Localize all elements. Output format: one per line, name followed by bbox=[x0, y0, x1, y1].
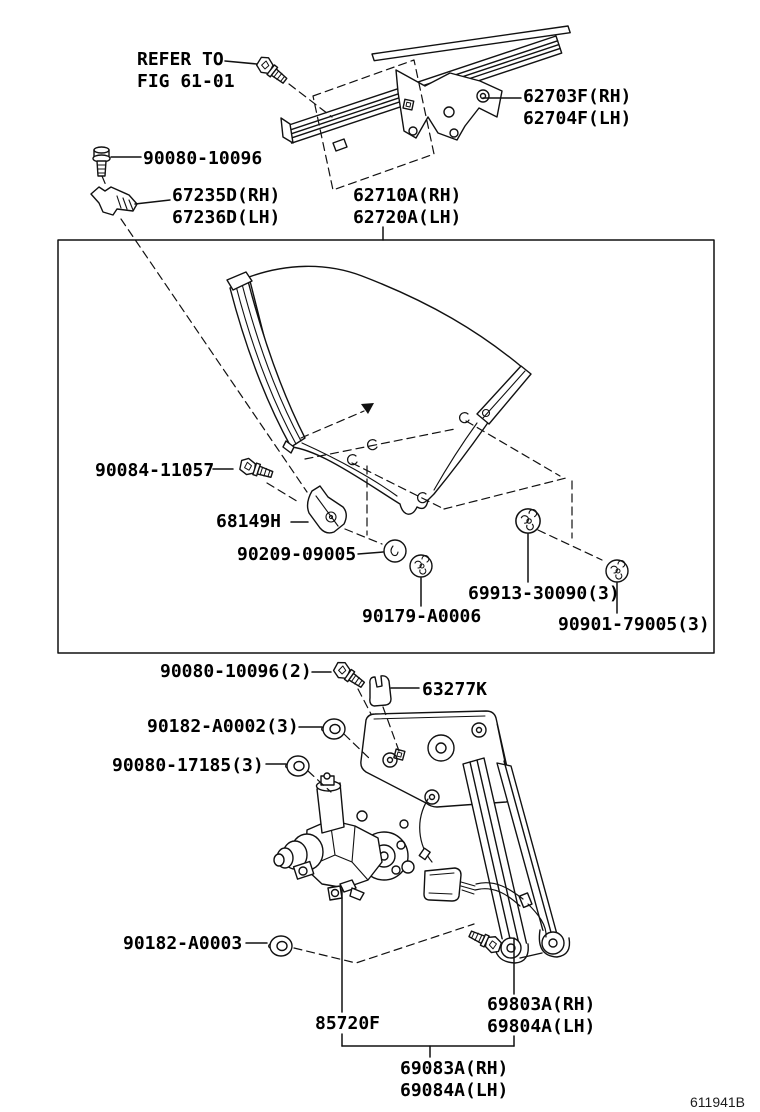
refer-bolt-icon bbox=[254, 54, 290, 87]
stopper-68149-icon bbox=[308, 486, 347, 533]
rail-bracket-62703-drawing bbox=[396, 70, 502, 140]
regulator-rail-drawing bbox=[463, 758, 570, 963]
part-label-90084-11057: 90084-11057 bbox=[95, 460, 215, 481]
grommet-90901-icon bbox=[606, 560, 628, 582]
grommet-90182-a0002-icon bbox=[322, 719, 346, 739]
grommet-90182-a0003-icon bbox=[269, 936, 293, 956]
bolt-90084-icon bbox=[238, 457, 274, 482]
washer-90209-icon bbox=[384, 540, 406, 562]
bolt-90080-10096-2-icon bbox=[331, 659, 367, 691]
part-label-62710a-rh: 62710A(RH) bbox=[353, 185, 462, 206]
note-refer-line2: FIG 61-01 bbox=[137, 71, 235, 92]
part-label-63277k: 63277K bbox=[422, 679, 488, 700]
bolt-regulator-icon bbox=[467, 927, 504, 955]
part-label-90080-10096-2: 90080-10096(2) bbox=[160, 661, 312, 682]
grommet-90179-icon bbox=[410, 555, 432, 577]
clip-63277-icon bbox=[370, 676, 391, 706]
clip-67235-icon bbox=[91, 187, 137, 215]
part-label-69803a-rh: 69803A(RH) bbox=[487, 994, 596, 1015]
part-label-90182-a0003: 90182-A0003 bbox=[123, 933, 243, 954]
part-label-62703f-rh: 62703F(RH) bbox=[523, 86, 632, 107]
motor-assembly-drawing bbox=[274, 773, 414, 900]
part-label-69083a-rh: 69083A(RH) bbox=[400, 1058, 509, 1079]
part-label-67236d-lh: 67236D(LH) bbox=[172, 207, 281, 228]
note-refer-line1: REFER TO bbox=[137, 49, 224, 70]
part-label-69084a-lh: 69084A(LH) bbox=[400, 1080, 509, 1101]
drawing-number: 611941B bbox=[690, 1094, 746, 1110]
part-label-69804a-lh: 69804A(LH) bbox=[487, 1016, 596, 1037]
part-label-90209-09005: 90209-09005 bbox=[237, 544, 357, 565]
part-label-90080-10096: 90080-10096 bbox=[143, 148, 263, 169]
bolt-90080-10096-icon bbox=[93, 147, 110, 176]
part-label-67235d-rh: 67235D(RH) bbox=[172, 185, 281, 206]
part-label-68149h: 68149H bbox=[216, 511, 282, 532]
part-label-62704f-lh: 62704F(LH) bbox=[523, 108, 632, 129]
part-label-90179-a0006: 90179-A0006 bbox=[362, 606, 482, 627]
part-label-85720f: 85720F bbox=[315, 1013, 381, 1034]
part-label-90901-79005: 90901-79005(3) bbox=[558, 614, 710, 635]
part-label-90182-a0002: 90182-A0002(3) bbox=[147, 716, 299, 737]
part-label-62720a-lh: 62720A(LH) bbox=[353, 207, 462, 228]
part-label-90080-17185: 90080-17185(3) bbox=[112, 755, 264, 776]
grommet-69913-icon bbox=[516, 509, 540, 533]
part-label-69913-30090: 69913-30090(3) bbox=[468, 583, 620, 604]
grommet-90080-17185-icon bbox=[286, 756, 310, 776]
